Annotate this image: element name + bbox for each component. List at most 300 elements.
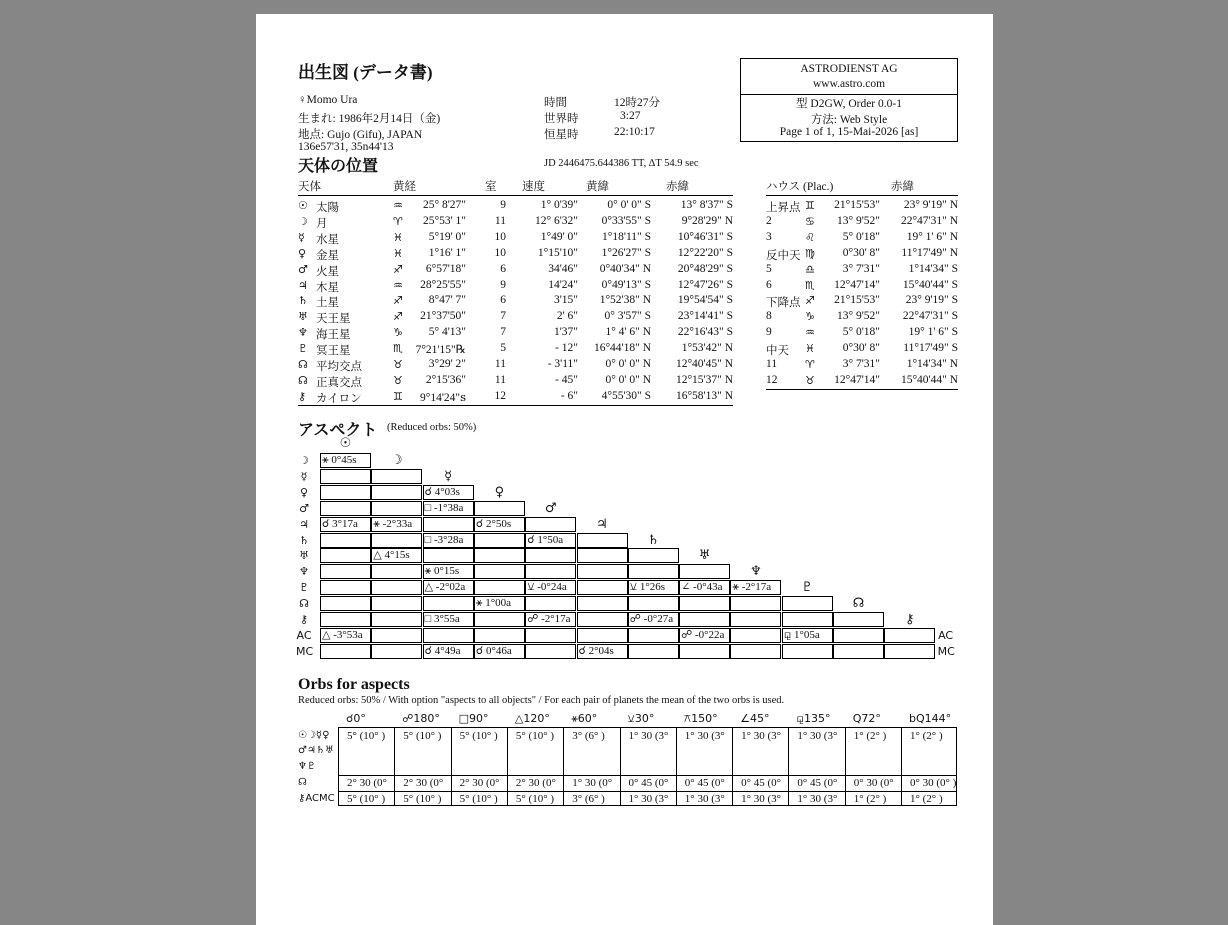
- aspect-cell: [320, 612, 371, 627]
- aspect-value: □ -3°28a: [424, 533, 464, 546]
- aspect-cell: [423, 596, 474, 611]
- aspect-cell: [730, 596, 781, 611]
- house-declination: 22°47'31" N: [900, 214, 958, 227]
- aspect-cell: [577, 628, 628, 643]
- st-value: 22:10:17: [614, 126, 655, 138]
- house-name: 2: [766, 214, 772, 227]
- planet-speed: 1° 0'39": [540, 199, 578, 211]
- planet-house: 11: [494, 214, 506, 227]
- planet-speed: 34'46": [548, 262, 578, 275]
- aspect-value: ☌ 4°49a: [424, 644, 461, 657]
- planet-declination: 13° 8'37" S: [680, 199, 733, 211]
- planet-speed: 1'37": [553, 326, 578, 339]
- col-header-body: 天体: [298, 181, 321, 193]
- planet-latitude: 0°33'55" S: [601, 214, 651, 227]
- aspect-value: ☌ 3°17a: [322, 517, 358, 530]
- orb-cell: 5° (10° ): [507, 727, 563, 775]
- planet-glyph-icon: ♆: [298, 326, 308, 340]
- aspect-row-glyph-icon: ☊: [299, 597, 309, 611]
- planet-name: 金星: [316, 249, 339, 262]
- planet-latitude: 16°44'18" N: [593, 342, 651, 355]
- aspect-diag-glyph-icon: ♆: [750, 564, 762, 580]
- aspect-value: □ -1°38a: [424, 501, 464, 514]
- page-title: 出生図 (データ書): [298, 63, 433, 82]
- orb-row-label: ♆♇: [298, 761, 316, 772]
- zodiac-sign-icon: ♒: [393, 199, 403, 212]
- orb-header: ⚻150°: [683, 712, 718, 725]
- planets-section-title: 天体の位置: [298, 158, 379, 175]
- house-name: 中天: [766, 345, 789, 358]
- aspect-cell: [371, 644, 422, 659]
- orb-cell: 0° 45 (0°: [676, 776, 732, 791]
- aspect-value: ⚼ 1°05a: [783, 628, 820, 641]
- zodiac-sign-icon: ♉: [805, 373, 815, 387]
- orb-cell: 1° 30 (3°: [788, 792, 844, 806]
- col-header-latitude: 黄緯: [586, 181, 609, 193]
- aspect-cell: [884, 628, 935, 643]
- orb-cell: 5° (10° ): [394, 727, 450, 775]
- aspect-cell: [782, 612, 833, 627]
- planet-longitude: 3°29' 2": [428, 358, 466, 370]
- aspect-value: ☌ 0°46a: [475, 644, 512, 657]
- orb-cell: 1° (2° ): [901, 792, 957, 806]
- aspect-row-end-glyph-icon: AC: [938, 628, 954, 642]
- planet-latitude: 1° 4' 6" N: [605, 326, 651, 339]
- aspect-cell: [679, 596, 730, 611]
- planet-house: 10: [494, 230, 506, 243]
- house-declination: 23° 9'19" S: [905, 294, 958, 307]
- aspect-value: ☍ -0°22a: [681, 628, 725, 641]
- house-longitude: 21°15'53": [834, 199, 880, 211]
- planet-name: 海王星: [316, 329, 351, 342]
- house-name: 反中天: [766, 249, 801, 262]
- planet-longitude: 28°25'55": [420, 278, 466, 291]
- method: 方法: Web Style: [810, 114, 888, 126]
- col-header-speed: 速度: [522, 181, 545, 193]
- aspect-cell: [679, 644, 730, 659]
- orb-cell: 0° 45 (0°: [788, 776, 844, 791]
- planet-glyph-icon: ♂: [298, 262, 308, 276]
- orb-cell: 1° 30 (3°: [788, 727, 844, 775]
- orb-cell: 2° 30 (0°: [338, 776, 394, 791]
- planet-latitude: 0° 0' 0" N: [605, 358, 651, 370]
- planet-declination: 22°16'43" S: [677, 326, 733, 339]
- zodiac-sign-icon: ♈: [393, 214, 403, 228]
- aspect-cell: [525, 628, 576, 643]
- planet-house: 5: [500, 342, 506, 355]
- planet-longitude: 5°19' 0": [428, 230, 466, 243]
- birth-place: 地点: Gujo (Gifu), JAPAN: [298, 129, 423, 141]
- planet-longitude: 6°57'18": [425, 262, 466, 275]
- orb-cell: 5° (10° ): [507, 792, 563, 806]
- planet-name: 太陽: [316, 202, 339, 214]
- planet-name: 月: [316, 217, 328, 230]
- orb-header: Q72°: [852, 712, 881, 725]
- aspect-cell: [730, 612, 781, 627]
- aspect-cell: [474, 501, 525, 516]
- zodiac-sign-icon: ♒: [805, 326, 815, 340]
- aspect-diag-glyph-icon: ♃: [596, 516, 608, 532]
- aspect-value: ☍ -0°27a: [629, 613, 674, 625]
- orb-header: ⚼135°: [796, 712, 831, 725]
- house-longitude: 3° 7'31": [842, 262, 880, 275]
- aspect-cell: [371, 596, 422, 611]
- aspect-cell: [371, 628, 422, 643]
- orb-cell: 0° 30 (0°: [845, 776, 901, 791]
- aspect-row-glyph-icon: ♃: [299, 517, 309, 531]
- time-value: 12時27分: [614, 97, 660, 109]
- zodiac-sign-icon: ♎: [805, 262, 815, 276]
- aspect-col-glyph-icon: ☉: [339, 436, 352, 451]
- zodiac-sign-icon: ♏: [805, 278, 815, 292]
- aspect-row-glyph-icon: ☽: [299, 454, 309, 467]
- planet-declination: 16°58'13" N: [675, 389, 733, 402]
- aspect-value: □ 3°55a: [424, 613, 460, 625]
- aspect-cell: [474, 548, 525, 563]
- house-longitude: 12°47'14": [834, 278, 880, 291]
- orb-cell: 1° (2° ): [845, 792, 901, 806]
- house-declination: 1°14'34" S: [908, 262, 958, 275]
- planet-name: 木星: [316, 281, 339, 294]
- planet-longitude: 1°16' 1": [428, 246, 466, 259]
- house-longitude: 5° 0'18": [842, 326, 880, 339]
- aspect-cell: [628, 596, 679, 611]
- zodiac-sign-icon: ♐: [805, 294, 815, 308]
- planet-longitude: 21°37'50": [420, 310, 466, 323]
- planet-house: 9: [500, 278, 506, 291]
- aspect-row-glyph-icon: ♆: [299, 565, 309, 579]
- house-name: 9: [766, 326, 772, 339]
- orb-row-label: ⚷ACMC: [298, 793, 335, 804]
- planet-name: 平均交点: [316, 361, 362, 373]
- orbs-section-title: Orbs for aspects: [298, 676, 410, 693]
- time-label: 時間: [544, 97, 567, 109]
- zodiac-sign-icon: ♐: [393, 310, 403, 324]
- coordinates: 136e57'31, 35n44'13: [298, 141, 394, 153]
- planet-glyph-icon: ☊: [298, 358, 308, 371]
- planet-glyph-icon: ♇: [298, 342, 308, 356]
- aspect-value: ∠ -0°43a: [681, 581, 723, 594]
- aspect-cell: [577, 612, 628, 627]
- zodiac-sign-icon: ♌: [805, 230, 815, 244]
- aspect-cell: [423, 628, 474, 643]
- zodiac-sign-icon: ♊: [805, 199, 815, 212]
- planet-name: 天王星: [316, 313, 351, 326]
- aspect-cell: [474, 612, 525, 627]
- zodiac-sign-icon: ♍: [805, 246, 815, 260]
- orb-cell: 0° 45 (0°: [620, 776, 676, 791]
- orb-header: ∠45°: [740, 712, 770, 725]
- planet-glyph-icon: ☿: [298, 230, 305, 244]
- aspect-cell: [474, 628, 525, 643]
- planet-latitude: 1°18'11" S: [602, 230, 651, 243]
- planet-speed: - 3'11": [547, 358, 578, 370]
- planet-latitude: 1°26'27" S: [601, 246, 651, 259]
- orb-cell: 1° 30 (3°: [676, 727, 732, 775]
- zodiac-sign-icon: ♈: [805, 358, 815, 371]
- house-declination: 1°14'34" N: [906, 358, 958, 370]
- aspect-cell: [833, 612, 884, 627]
- house-name: 下降点: [766, 297, 801, 310]
- aspect-cell: [371, 485, 422, 500]
- planet-house: 11: [494, 373, 506, 386]
- aspect-cell: [730, 628, 781, 643]
- zodiac-sign-icon: ♓: [805, 342, 815, 356]
- planet-declination: 1°53'42" N: [681, 342, 733, 355]
- planet-glyph-icon: ⚷: [298, 389, 307, 403]
- aspect-row-glyph-icon: ♅: [299, 549, 309, 563]
- planet-longitude: 7°21'15"℞: [415, 344, 466, 357]
- planet-glyph-icon: ♄: [298, 294, 308, 308]
- aspect-row-glyph-icon: ♀: [299, 485, 309, 499]
- planet-glyph-icon: ☉: [298, 199, 308, 212]
- orb-header: ☌0°: [346, 712, 366, 725]
- aspect-cell: [320, 644, 371, 659]
- zodiac-sign-icon: ♓: [393, 230, 403, 244]
- house-name: 8: [766, 310, 772, 323]
- ut-value: 3:27: [620, 110, 641, 122]
- planet-house: 10: [494, 246, 506, 259]
- planet-name: 水星: [316, 233, 339, 246]
- aspect-value: △ -2°02a: [424, 581, 466, 594]
- aspect-cell: [320, 548, 371, 563]
- aspect-cell: [577, 548, 628, 563]
- page-info: Page 1 of 1, 15-Mai-2026 [as]: [779, 126, 919, 138]
- planet-declination: 10°46'31" S: [677, 230, 733, 243]
- aspect-value: ⚹ -2°17a: [732, 581, 772, 594]
- zodiac-sign-icon: ♊: [393, 389, 403, 403]
- aspect-cell: [320, 533, 371, 548]
- orb-header: △120°: [514, 712, 550, 725]
- house-longitude: 13° 9'52": [837, 310, 880, 323]
- aspect-cell: [371, 501, 422, 516]
- aspect-cell: [423, 548, 474, 563]
- zodiac-sign-icon: ♉: [393, 373, 403, 387]
- planet-house: 9: [500, 199, 506, 211]
- house-declination: 11°17'49" N: [901, 246, 958, 259]
- orb-cell: 1° 30 (3°: [732, 792, 788, 806]
- orb-cell: 1° 30 (3°: [620, 792, 676, 806]
- planet-longitude: 5° 4'13": [428, 326, 466, 339]
- zodiac-sign-icon: ♓: [393, 246, 403, 260]
- house-longitude: 5° 0'18": [842, 230, 880, 243]
- planet-speed: 2' 6": [556, 310, 578, 323]
- orb-cell: 3° (6° ): [563, 792, 619, 806]
- aspect-cell: [782, 644, 833, 659]
- aspect-row-glyph-icon: MC: [296, 644, 314, 658]
- aspect-row-glyph-icon: ♇: [299, 581, 309, 595]
- planet-speed: 14'24": [548, 278, 578, 291]
- orb-cell: 1° 30 (0°: [563, 776, 619, 791]
- planet-speed: 3'15": [553, 294, 578, 307]
- orb-cell: 3° (6° ): [563, 727, 619, 775]
- aspect-value: ⚹ 0°15s: [424, 565, 460, 578]
- planet-longitude: 25° 8'27": [423, 199, 466, 211]
- person-name: ♀Momo Ura: [298, 94, 358, 106]
- aspect-cell: [525, 564, 576, 579]
- aspect-diag-glyph-icon: ♄: [647, 532, 660, 548]
- orb-cell: 2° 30 (0°: [507, 776, 563, 791]
- aspect-cell: [474, 580, 525, 595]
- planet-latitude: 4°55'30" S: [601, 389, 651, 402]
- aspect-cell: [679, 564, 730, 579]
- planet-name: 火星: [316, 265, 339, 278]
- aspect-cell: [730, 644, 781, 659]
- aspect-cell: [679, 612, 730, 627]
- planet-name: カイロン: [316, 392, 362, 405]
- zodiac-sign-icon: ♐: [393, 294, 403, 308]
- planet-speed: - 45": [555, 373, 578, 386]
- zodiac-sign-icon: ♋: [805, 214, 815, 228]
- planet-glyph-icon: ♅: [298, 310, 308, 324]
- orb-cell: 5° (10° ): [338, 727, 394, 775]
- birth-date: 生まれ: 1986年2月14日（金): [298, 113, 441, 125]
- orb-cell: 5° (10° ): [451, 727, 507, 775]
- aspect-cell: [577, 580, 628, 595]
- house-name: 5: [766, 262, 772, 275]
- planet-declination: 12°15'37" N: [675, 373, 733, 386]
- planet-declination: 12°47'26" S: [677, 278, 733, 291]
- planet-latitude: 0° 3'57" S: [604, 310, 651, 323]
- company-url: www.astro.com: [812, 78, 886, 90]
- aspects-section-title: アスペクト: [298, 422, 378, 439]
- house-longitude: 12°47'14": [834, 373, 880, 386]
- aspect-row-glyph-icon: ♂: [299, 501, 309, 515]
- house-declination: 23° 9'19" N: [903, 199, 958, 211]
- planet-longitude: 25°53' 1": [423, 214, 466, 227]
- orb-header: □90°: [458, 712, 489, 725]
- aspect-value: ☍ -2°17a: [527, 613, 571, 625]
- planet-declination: 9°28'29" N: [681, 214, 733, 227]
- orb-header: ⚺30°: [627, 712, 655, 725]
- planet-latitude: 0° 0' 0" N: [605, 373, 651, 386]
- aspect-cell: [628, 548, 679, 563]
- planet-longitude: 9°14'24"ꜱ: [419, 391, 466, 404]
- aspect-diag-glyph-icon: ♇: [801, 580, 814, 596]
- aspect-value: ⚺ 1°26s: [629, 581, 666, 594]
- aspect-cell: [371, 612, 422, 627]
- orb-row-label: ☉☽☿♀: [298, 730, 330, 741]
- aspect-row-glyph-icon: ⚷: [299, 613, 309, 626]
- aspect-cell: [371, 564, 422, 579]
- planet-name: 冥王星: [316, 345, 351, 358]
- aspect-cell: [371, 533, 422, 548]
- planet-latitude: 0°40'34" N: [599, 262, 651, 275]
- planet-glyph-icon: ♃: [298, 278, 308, 292]
- orb-row-label: ♂♃♄♅: [298, 745, 334, 756]
- orb-cell: 1° 30 (3°: [732, 727, 788, 775]
- aspect-cell: [577, 533, 628, 548]
- zodiac-sign-icon: ♏: [393, 342, 403, 356]
- aspect-value: ☌ 2°50s: [475, 517, 512, 530]
- house-declination: 19° 1' 6" N: [906, 230, 958, 243]
- orb-cell: 5° (10° ): [451, 792, 507, 806]
- aspect-cell: [782, 596, 833, 611]
- aspect-cell: [628, 564, 679, 579]
- house-longitude: 0°30' 8": [842, 342, 880, 355]
- aspect-row-end-glyph-icon: MC: [937, 644, 955, 658]
- house-name: 12: [766, 373, 778, 386]
- planet-house: 7: [500, 310, 506, 323]
- aspect-cell: [577, 564, 628, 579]
- aspect-cell: [474, 564, 525, 579]
- col-header-declination: 赤緯: [666, 181, 689, 193]
- aspect-value: ⚺ -0°24a: [527, 581, 567, 594]
- planet-longitude: 8°47' 7": [428, 294, 466, 307]
- aspect-value: ☌ 1°50a: [527, 533, 564, 546]
- aspect-cell: [525, 644, 576, 659]
- zodiac-sign-icon: ♉: [393, 358, 403, 371]
- aspect-diag-glyph-icon: ☊: [852, 596, 865, 612]
- aspect-value: ☌ 2°04s: [578, 644, 614, 657]
- planet-declination: 20°48'29" S: [677, 262, 733, 275]
- aspect-cell: [525, 596, 576, 611]
- aspect-cell: [525, 548, 576, 563]
- planet-longitude: 2°15'36": [425, 373, 466, 386]
- planet-speed: - 12": [555, 342, 578, 355]
- aspect-cell: [423, 517, 474, 532]
- house-name: 6: [766, 278, 772, 291]
- aspect-diag-glyph-icon: ⚷: [905, 612, 915, 627]
- house-name: 上昇点: [766, 202, 801, 214]
- orb-cell: 1° (2° ): [901, 727, 957, 775]
- col-header-house: 室: [485, 181, 497, 193]
- house-declination: 11°17'49" S: [903, 342, 958, 355]
- aspect-cell: [474, 533, 525, 548]
- zodiac-sign-icon: ♑: [805, 310, 815, 324]
- aspect-diag-glyph-icon: ♀: [494, 484, 505, 500]
- aspect-cell: [371, 580, 422, 595]
- aspects-subtitle: (Reduced orbs: 50%): [387, 422, 477, 433]
- orb-header: ⚹60°: [571, 712, 598, 725]
- aspect-value: △ -3°53a: [322, 628, 363, 641]
- aspect-value: △ 4°15s: [373, 549, 410, 562]
- planet-glyph-icon: ♀: [298, 246, 307, 260]
- planet-declination: 12°40'45" N: [675, 358, 733, 370]
- orb-cell: 0° 30 (0° ): [901, 776, 957, 791]
- planet-name: 正真交点: [316, 376, 362, 389]
- planet-house: 11: [494, 358, 506, 370]
- st-label: 恒星時: [544, 129, 579, 141]
- house-declination: 19° 1' 6" S: [908, 326, 958, 339]
- zodiac-sign-icon: ♒: [393, 278, 403, 292]
- ut-label: 世界時: [544, 113, 579, 125]
- zodiac-sign-icon: ♑: [393, 326, 403, 340]
- aspect-cell: [628, 628, 679, 643]
- aspect-value: ☌ 4°03s: [424, 485, 460, 498]
- house-longitude: 0°30' 8": [842, 246, 880, 259]
- planet-latitude: 0°49'13" S: [601, 278, 651, 291]
- zodiac-sign-icon: ♐: [393, 262, 403, 276]
- house-longitude: 13° 9'52": [837, 214, 880, 227]
- planet-glyph-icon: ☊: [298, 373, 308, 387]
- orb-row-label: ☊: [298, 777, 307, 788]
- house-longitude: 3° 7'31": [842, 358, 880, 370]
- julian-day: JD 2446475.644386 TT, ∆T 54.9 sec: [544, 158, 699, 169]
- aspect-cell: [320, 469, 371, 484]
- document-page: [256, 14, 993, 925]
- aspect-row-glyph-icon: ♄: [299, 533, 309, 547]
- aspect-cell: [833, 628, 884, 643]
- col-header-longitude: 黄経: [393, 181, 416, 193]
- aspect-cell: [577, 596, 628, 611]
- company-name: ASTRODIENST AG: [800, 63, 898, 75]
- house-name: 3: [766, 230, 772, 243]
- aspect-cell: [320, 485, 371, 500]
- chart-type: 型 D2GW, Order 0.0-1: [796, 98, 902, 110]
- house-longitude: 21°15'53": [834, 294, 880, 307]
- aspect-cell: [320, 580, 371, 595]
